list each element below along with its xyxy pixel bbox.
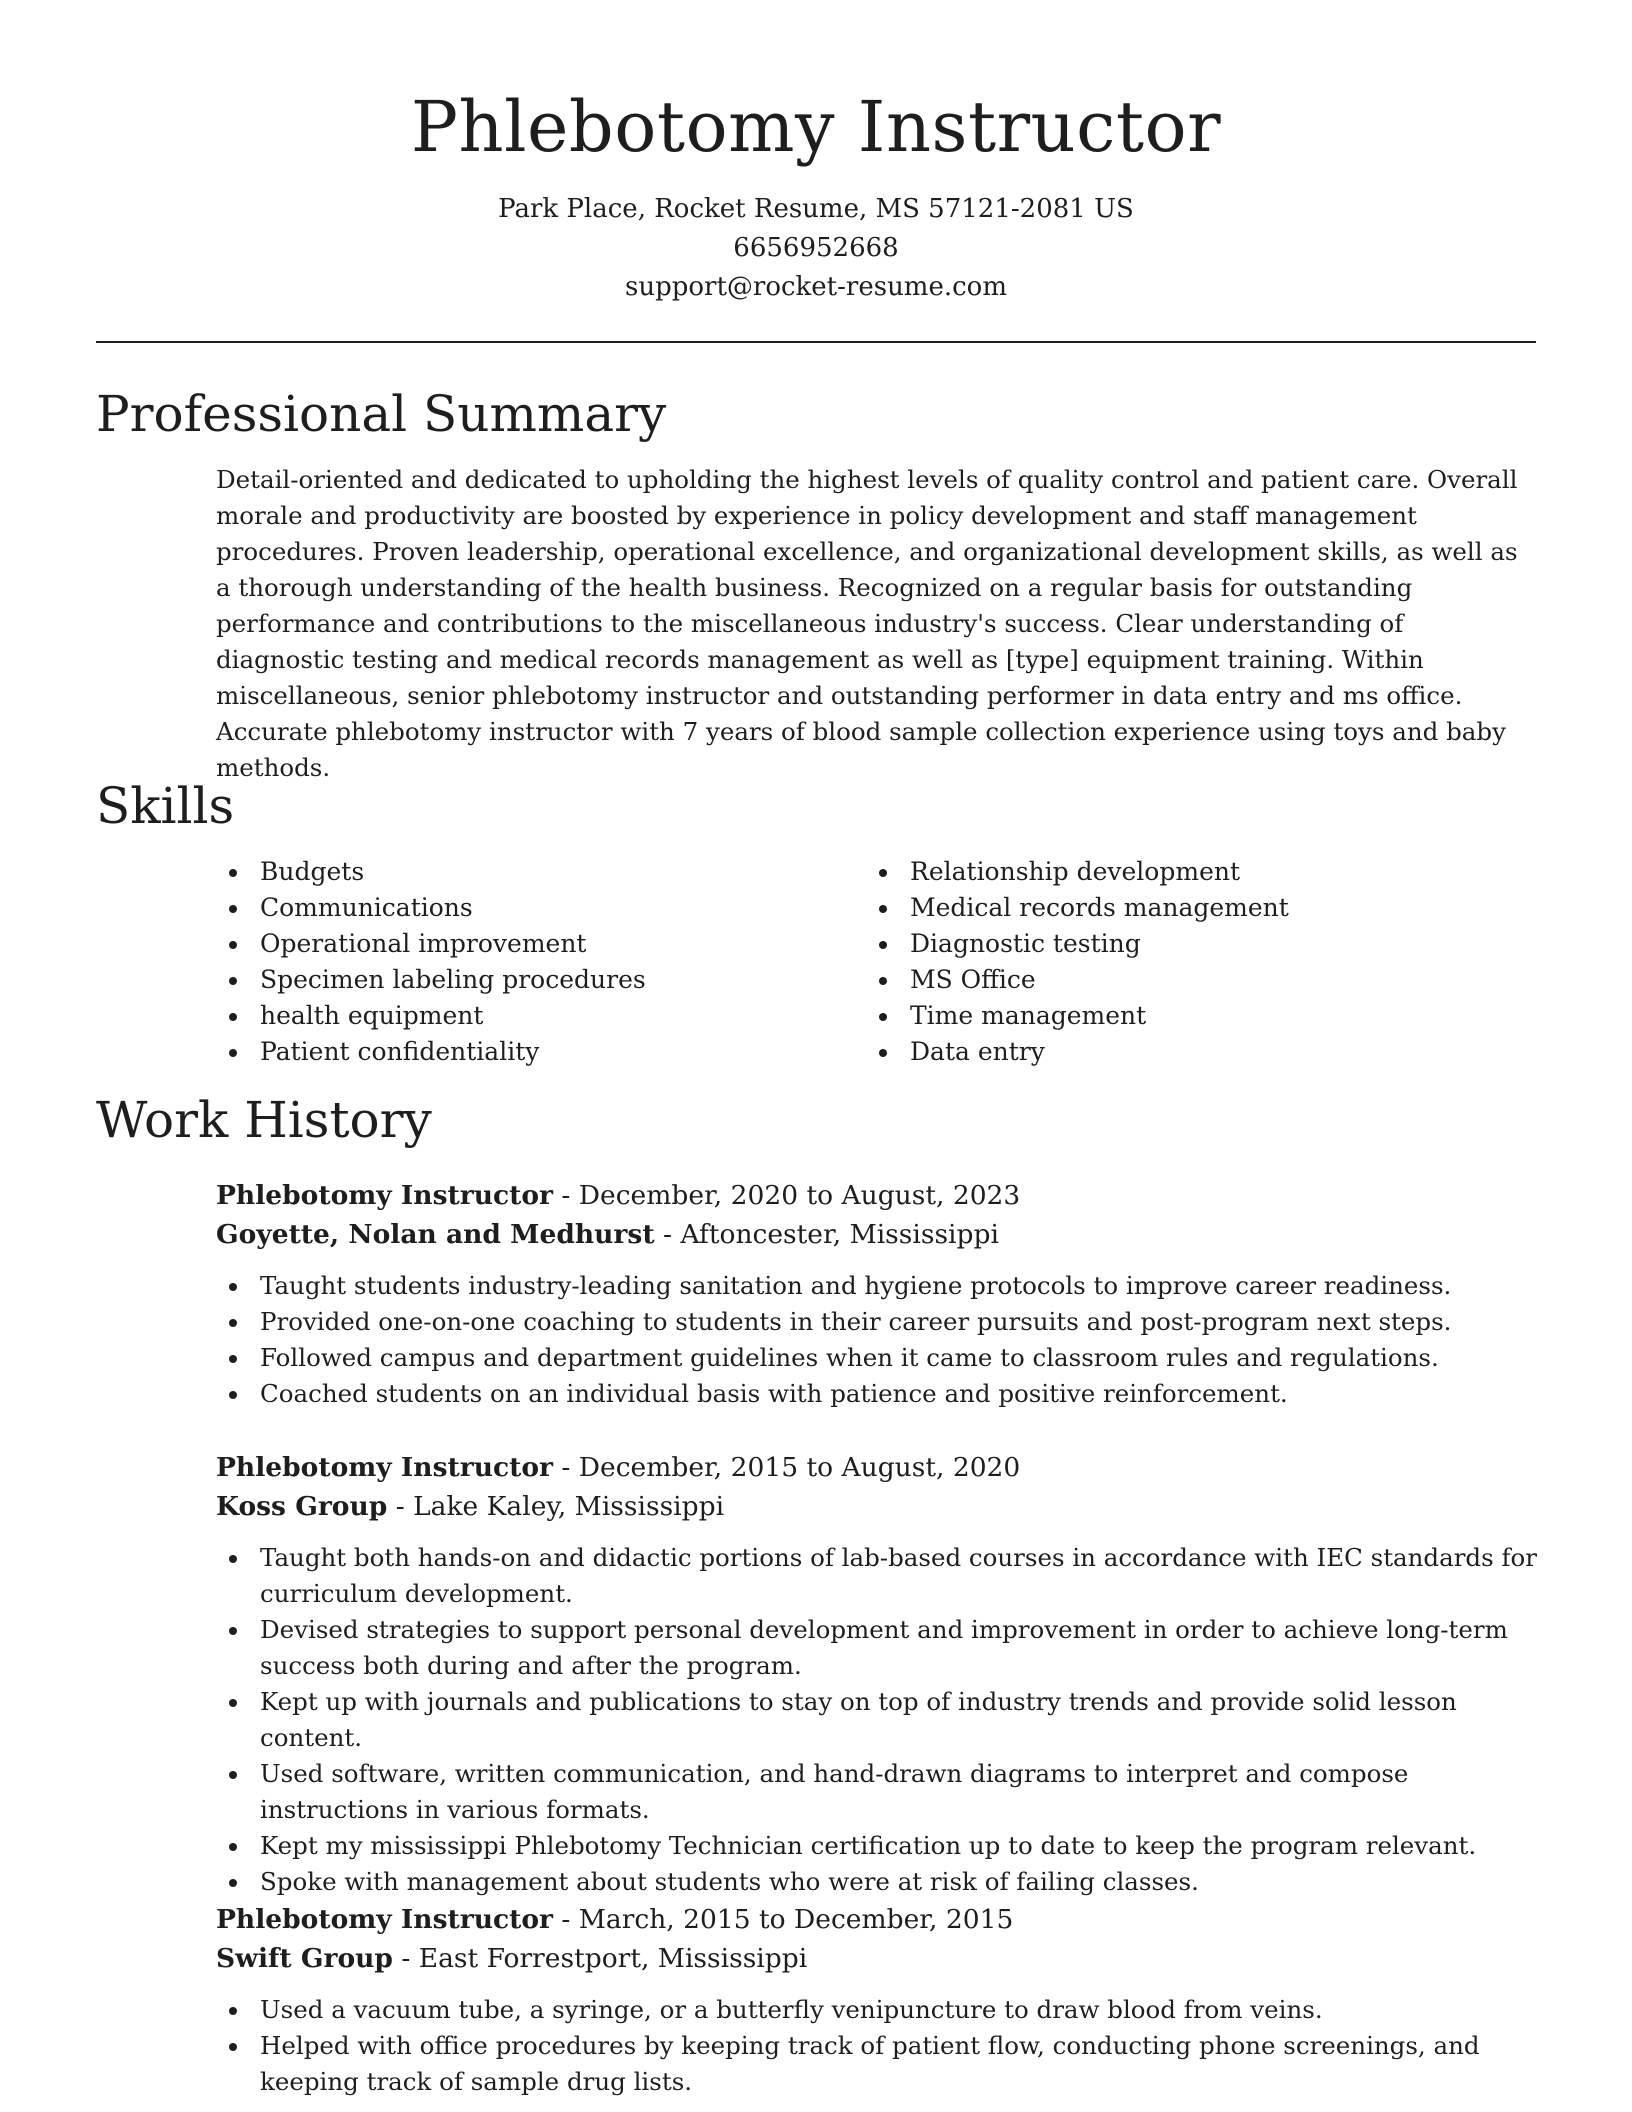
skill-item: Time management (866, 998, 1289, 1034)
contact-phone: 6656952668 (733, 233, 899, 263)
job-company-line (216, 1215, 1542, 1254)
skills-list-right (866, 854, 1289, 1070)
job-company: Koss Group (216, 1491, 388, 1522)
skill-item: Communications (216, 890, 646, 926)
job-company-line (216, 1487, 1542, 1526)
job-dates: - December, 2020 to August, 2023 (552, 1180, 1021, 1211)
skill-item: Relationship development (866, 854, 1289, 890)
skill-item: Specimen labeling procedures (216, 962, 646, 998)
summary-heading: Professional Summary (96, 385, 667, 443)
duty-item: Provided one-on-one coaching to students in their career pursuits and post-program next steps. (216, 1304, 1542, 1340)
job-duties (216, 1992, 1542, 2100)
duty-item: Used software, written communication, and hand-drawn diagrams to interpret and compose instructions in various formats. (216, 1756, 1542, 1828)
duty-item: Helped with office procedures by keeping track of patient flow, conducting phone screenings, and keeping track of sample drug lists. (216, 2028, 1542, 2100)
job-title: Phlebotomy Instructor (216, 1180, 553, 1211)
work-history-heading: Work History (96, 1091, 432, 1149)
job-title-line (216, 1176, 1542, 1215)
contact-email: support@rocket-resume.com (624, 272, 1007, 302)
job-title: Phlebotomy Instructor (216, 1452, 553, 1483)
job-company-line (216, 1939, 1542, 1978)
contact-address: Park Place, Rocket Resume, MS 57121-2081 US (498, 194, 1134, 224)
duty-item: Taught both hands-on and didactic portions of lab-based courses in accordance with IEC standards for curriculum development. (216, 1540, 1542, 1612)
job-duties (216, 1268, 1542, 1412)
skill-item: Data entry (866, 1034, 1289, 1070)
skill-item: Diagnostic testing (866, 926, 1289, 962)
skills-heading: Skills (96, 777, 235, 835)
skill-item: Operational improvement (216, 926, 646, 962)
candidate-name: Phlebotomy Instructor (410, 86, 1222, 168)
skill-item: MS Office (866, 962, 1289, 998)
job-company: Goyette, Nolan and Medhurst (216, 1219, 655, 1250)
skill-item: Patient confidentiality (216, 1034, 646, 1070)
duty-item: Devised strategies to support personal development and improvement in order to achieve long-term success both during and after the program. (216, 1612, 1542, 1684)
job-company: Swift Group (216, 1943, 393, 1974)
job-location: - Aftoncester, Mississippi (654, 1219, 999, 1250)
job-location: - East Forrestport, Mississippi (392, 1943, 808, 1974)
skill-item: health equipment (216, 998, 646, 1034)
summary-text: Detail-oriented and dedicated to upholding the highest levels of quality control and patient care. Overall morale and productivity are boosted by experience in policy development and staff management procedures. Proven leadership, operational excellence, and organizational development skills, as well as a thorough understanding of the health business. Recognized on a regular basis for outstanding performance and contributions to the miscellaneous industry's success. Clear understanding of diagnostic testing and medical records management as well as [type] equipment training. Within miscellaneous, senior phlebotomy instructor and outstanding performer in data entry and ms office. Accurate phlebotomy instructor with 7 years of blood sample collection experience using toys and baby methods. (216, 465, 1518, 782)
duty-item: Spoke with management about students who were at risk of failing classes. (216, 1864, 1542, 1900)
duty-item: Followed campus and department guidelines when it came to classroom rules and regulations. (216, 1340, 1542, 1376)
skills-list-left (216, 854, 646, 1070)
duty-item: Kept my mississippi Phlebotomy Technician certification up to date to keep the program relevant. (216, 1828, 1542, 1864)
skill-item: Budgets (216, 854, 646, 890)
job-entry (216, 1448, 1542, 1900)
job-dates: - December, 2015 to August, 2020 (552, 1452, 1021, 1483)
header-divider (96, 341, 1536, 343)
duty-item: Taught students industry-leading sanitation and hygiene protocols to improve career readiness. (216, 1268, 1542, 1304)
duty-item: Kept up with journals and publications to stay on top of industry trends and provide solid lesson content. (216, 1684, 1542, 1756)
job-title-line (216, 1900, 1542, 1939)
duty-item: Coached students on an individual basis with patience and positive reinforcement. (216, 1376, 1542, 1412)
job-dates: - March, 2015 to December, 2015 (552, 1904, 1014, 1935)
job-title: Phlebotomy Instructor (216, 1904, 553, 1935)
job-title-line (216, 1448, 1542, 1487)
skill-item: Medical records management (866, 890, 1289, 926)
job-location: - Lake Kaley, Mississippi (387, 1491, 725, 1522)
job-duties (216, 1540, 1542, 1900)
job-entry (216, 1900, 1542, 2100)
duty-item: Used a vacuum tube, a syringe, or a butterfly venipuncture to draw blood from veins. (216, 1992, 1542, 2028)
job-entry (216, 1176, 1542, 1412)
contact-info (0, 190, 1632, 307)
